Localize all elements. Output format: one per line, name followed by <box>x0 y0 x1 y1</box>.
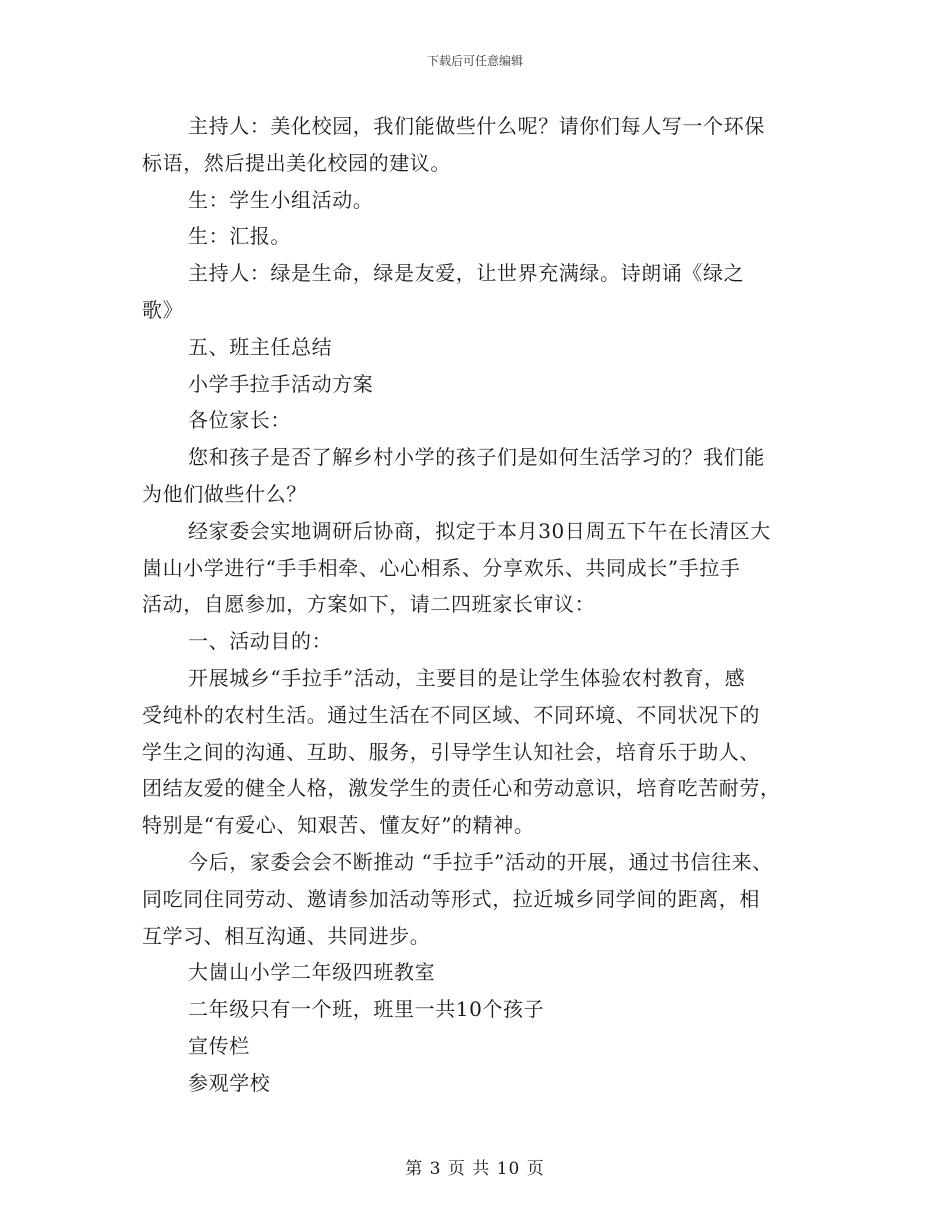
text-line: 学生之间的沟通、互助、服务，引导学生认知社会，培育乐于助人、 <box>142 739 760 764</box>
text-line: 活动，自愿参加，方案如下，请二四班家长审议： <box>142 592 596 617</box>
text-line: 二年级只有一个班，班里一共10个孩子 <box>188 997 545 1022</box>
text-line: 大崮山小学二年级四班教室 <box>188 960 436 985</box>
text-line: 经家委会实地调研后协商，拟定于本月30日周五下午在长清区大 <box>188 518 771 543</box>
page-header: 下载后可任意编辑 <box>426 54 523 68</box>
text-line: 团结友爱的健全人格，激发学生的责任心和劳动意识，培育吃苦耐劳， <box>142 776 781 801</box>
text-line: 五、班主任总结 <box>188 334 333 359</box>
text-line: 同吃同住同劳动、邀请参加活动等形式，拉近城乡同学间的距离，相 <box>142 886 760 911</box>
text-line: 参观学校 <box>188 1070 271 1095</box>
text-line: 今后，家委会会不断推动 “手拉手”活动的开展，通过书信往来、 <box>188 849 773 874</box>
text-line: 崮山小学进行“手手相牵、心心相系、分享欢乐、共同成长”手拉手 <box>142 555 741 580</box>
document-body <box>142 108 822 1102</box>
text-line: 各位家长： <box>188 408 291 433</box>
text-line: 标语，然后提出美化校园的建议。 <box>142 150 451 175</box>
text-line: 特别是“有爱心、知艰苦、懂友好”的精神。 <box>142 813 535 838</box>
text-line: 宣传栏 <box>188 1033 250 1058</box>
text-line: 一、活动目的： <box>188 629 333 654</box>
text-line: 受纯朴的农村生活。通过生活在不同区域、不同环境、不同状况下的 <box>142 702 760 727</box>
text-line: 为他们做些什么？ <box>142 481 307 506</box>
text-line: 互学习、相互沟通、共同进步。 <box>142 923 431 948</box>
page-footer: 第 3 页 共 10 页 <box>405 1159 545 1179</box>
text-line: 主持人：美化校园，我们能做些什么呢？请你们每人写一个环保 <box>188 114 765 138</box>
text-line: 生：汇报。 <box>188 224 291 249</box>
text-line: 生：学生小组活动。 <box>188 187 374 212</box>
text-line: 开展城乡“手拉手”活动，主要目的是让学生体验农村教育，感 <box>188 665 746 690</box>
text-line: 主持人：绿是生命，绿是友爱，让世界充满绿。诗朗诵《绿之 <box>188 261 745 286</box>
text-line: 您和孩子是否了解乡村小学的孩子们是如何生活学习的？我们能 <box>188 445 765 470</box>
text-line: 歌》 <box>142 297 184 322</box>
text-line: 小学手拉手活动方案 <box>188 371 374 396</box>
